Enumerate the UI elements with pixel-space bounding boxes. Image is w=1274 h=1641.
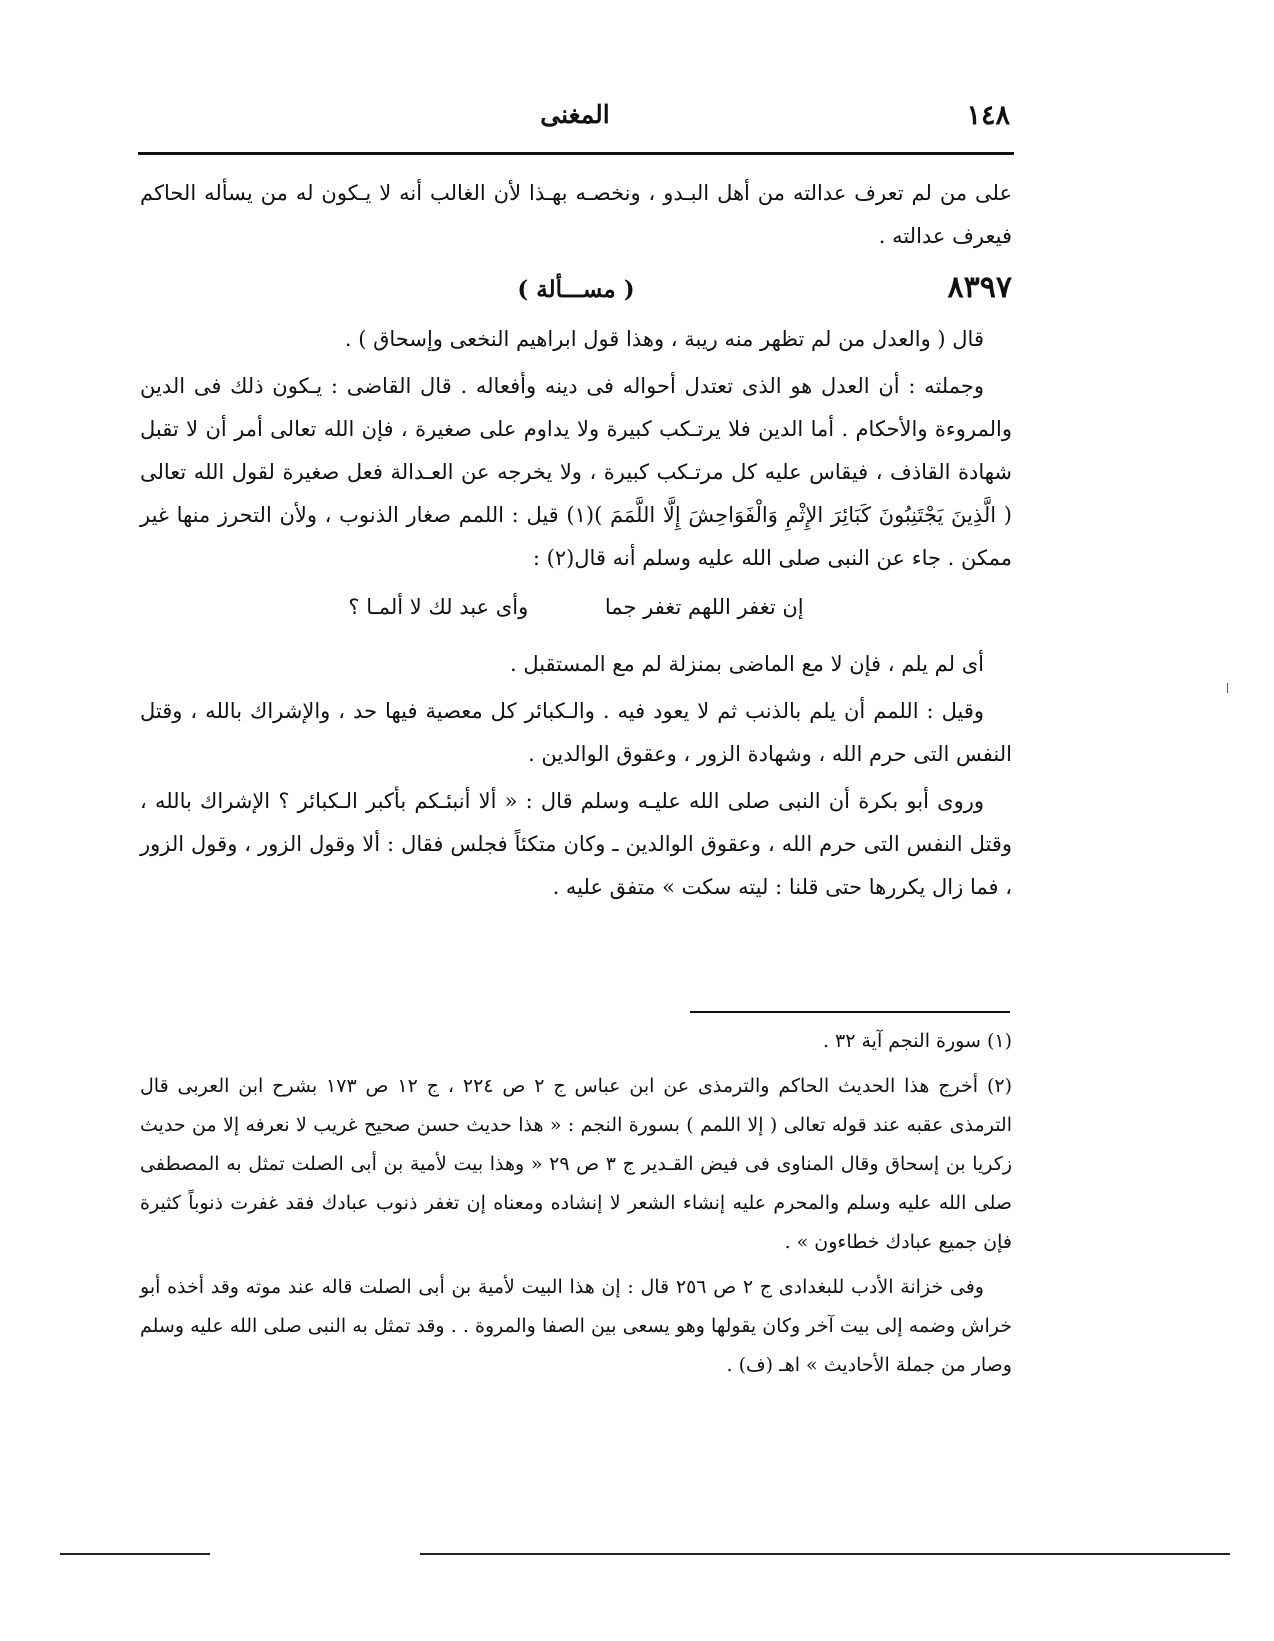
footnote-1: (١) سورة النجم آية ٣٢ .	[822, 1030, 1012, 1052]
paragraph-hadith: وروى أبو بكرة أن النبى صلى الله عليـه وسلم قال : « ألا أنبئـكم بأكبر الـكبائر ؟ الإشراك بالله ، وقتل النفس التى حرم الله ، وعقوق الوالدين ـ وكان متكئاً فجلس فقال : ألا وقول الزور ، وقول الزور ، فما زال يكررها حتى قلنا : ليته سكت » متفق عليه .	[140, 789, 1012, 899]
verse-hemistich-second: وأى عبد لك لا ألمـا ؟	[348, 595, 529, 619]
paragraph-quote: قال ( والعدل من لم تظهر منه ريبة ، وهذا قول ابراهيم النخعى وإسحاق ) .	[344, 327, 984, 351]
paragraph-kabair: وقيل : اللمم أن يلم بالذنب ثم لا يعود فيه . والـكبائر كل معصية فيها حد ، والإشراك بالله ، وقتل النفس التى حرم الله ، وشهادة الزور ، وعقوق الوالدين .	[140, 699, 1012, 766]
paragraph-explanation: أى لم يلم ، فإن لا مع الماضى بمنزلة لم مع المستقبل .	[509, 652, 984, 676]
verse-hemistich-first: إن تغفر اللهم تغفر جما	[604, 595, 804, 619]
margin-mark	[1227, 683, 1228, 693]
masala-title: ( مســـألة )	[517, 276, 635, 303]
bottom-rule-left	[60, 1553, 210, 1555]
paragraph-continuation: على من لم تعرف عدالته من أهل البـدو ، ونخصـه بهـذا لأن الغالب أنه لا يـكون له من يسأله الحاكم فيعرف عدالته .	[140, 181, 1012, 248]
main-text	[140, 172, 1012, 913]
paragraph-definition: وجملته : أن العدل هو الذى تعتدل أحواله فى دينه وأفعاله . قال القاضى : يـكون ذلك فى الدين والمروءة والأحكام . أما الدين فلا يرتـكب كبيرة ولا يداوم على صغيرة ، فإن الله تعالى أمر أن لا تقبل شهادة القاذف ، فيقاس عليه كل مرتـكب كبيرة ، ولا يخرجه عن العـدالة فعل صغيرة لقول الله تعالى ( الَّذِينَ يَجْتَنِبُونَ كَبَائِرَ الإِثْمِ وَالْفَوَاحِشَ إِلَّا اللَّمَمَ )(١) قيل : اللمم صغار الذنوب ، ولأن التحرز منها غير ممكن . جاء عن النبى صلى الله عليه وسلم أنه قال(٢) :	[140, 374, 1012, 570]
page-number: ١٤٨	[966, 100, 1010, 131]
header-rule	[138, 152, 1014, 155]
bottom-rule-right	[420, 1553, 1230, 1555]
masala-heading	[140, 264, 1012, 318]
footnote-2-continued: وفى خزانة الأدب للبغدادى ج ٢ ص ٢٥٦ قال : إن هذا البيت لأمية بن أبى الصلت قاله عند موته وقد أخذه أبو خراش وضمه إلى بيت آخر وكان يقولها وهو يسعى بين الصفا والمروة . . وقد تمثل به النبى صلى الله عليه وسلم وصار من جملة الأحاديث » اهـ (ف) .	[140, 1276, 1012, 1376]
masala-number: ٨٣٩٧	[947, 270, 1012, 305]
footnote-2: (٢) أخرج هذا الحديث الحاكم والترمذى عن ابن عباس ج ٢ ص ٢٢٤ ، ج ١٢ ص ١٧٣ بشرح ابن العربى قال الترمذى عقبه عند قوله تعالى ( إلا اللمم ) بسورة النجم : « هذا حديث حسن صحيح غريب لا نعرفه إلا من حديث زكريا بن إسحاق وقال المناوى فى فيض القـدير ج ٣ ص ٢٩ « وهذا بيت لأمية بن أبى الصلت تمثل به المصطفى صلى الله عليه وسلم والمحرم عليه إنشاء الشعر لا إنشاده ومعناه إن تغفر ذنوب عبادك فقد غفرت ذنوباً كثيرة فإن جميع عبادك خطاءون » .	[140, 1075, 1013, 1253]
footnote-rule	[690, 1011, 1010, 1013]
running-title: المغنى	[540, 100, 610, 129]
footnotes	[140, 1022, 1012, 1391]
poetry-verse	[140, 586, 1012, 629]
page-header	[140, 100, 1010, 140]
